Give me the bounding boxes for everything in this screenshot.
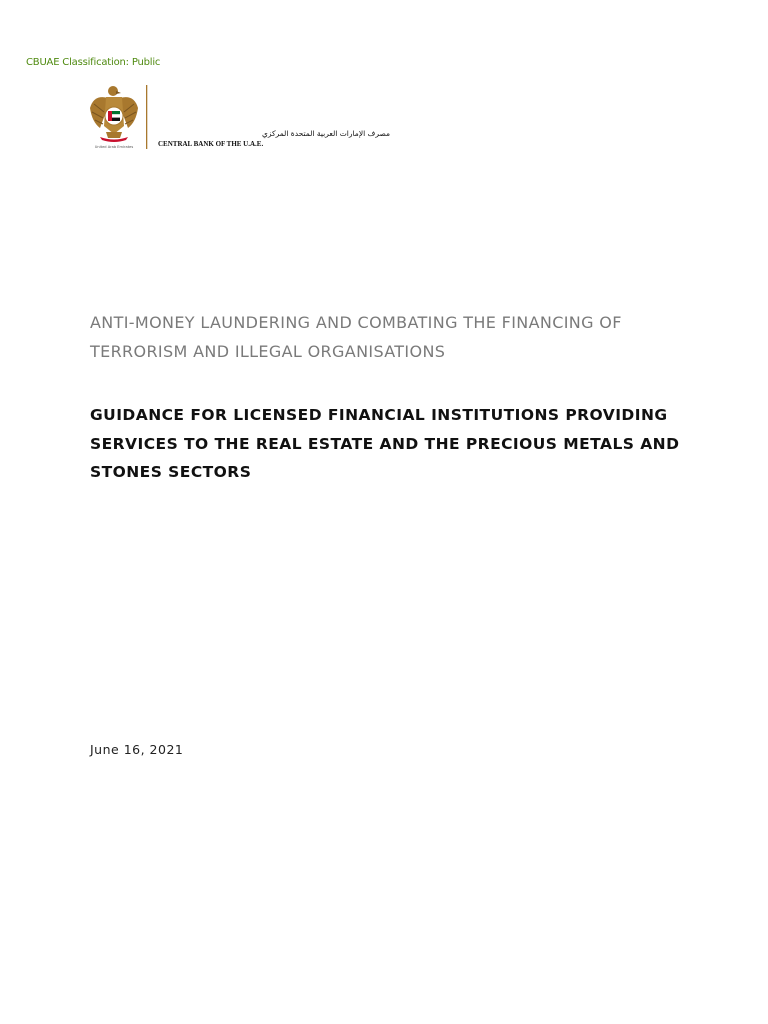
bank-name-arabic: مصرف الإمارات العربية المتحدة المركزي bbox=[262, 129, 390, 138]
classification-label: CBUAE Classification: Public bbox=[26, 57, 161, 68]
document-subtitle: ANTI-MONEY LAUNDERING AND COMBATING THE FINANCING OF TERRORISM AND ILLEGAL ORGANISATIONS bbox=[90, 313, 622, 361]
document-title: GUIDANCE FOR LICENSED FINANCIAL INSTITUTIONS PROVIDING SERVICES TO THE REAL ESTATE AND THE PRECIOUS METALS AND STONES SECTORS bbox=[90, 406, 680, 481]
logo-divider bbox=[146, 85, 147, 149]
emblem-caption: United Arab Emirates bbox=[94, 145, 134, 149]
document-date: June 16, 2021 bbox=[90, 742, 184, 757]
uae-eagle-emblem-icon bbox=[88, 82, 390, 154]
bank-name-english: CENTRAL BANK OF THE U.A.E. bbox=[158, 140, 264, 148]
central-bank-logo bbox=[88, 82, 390, 154]
